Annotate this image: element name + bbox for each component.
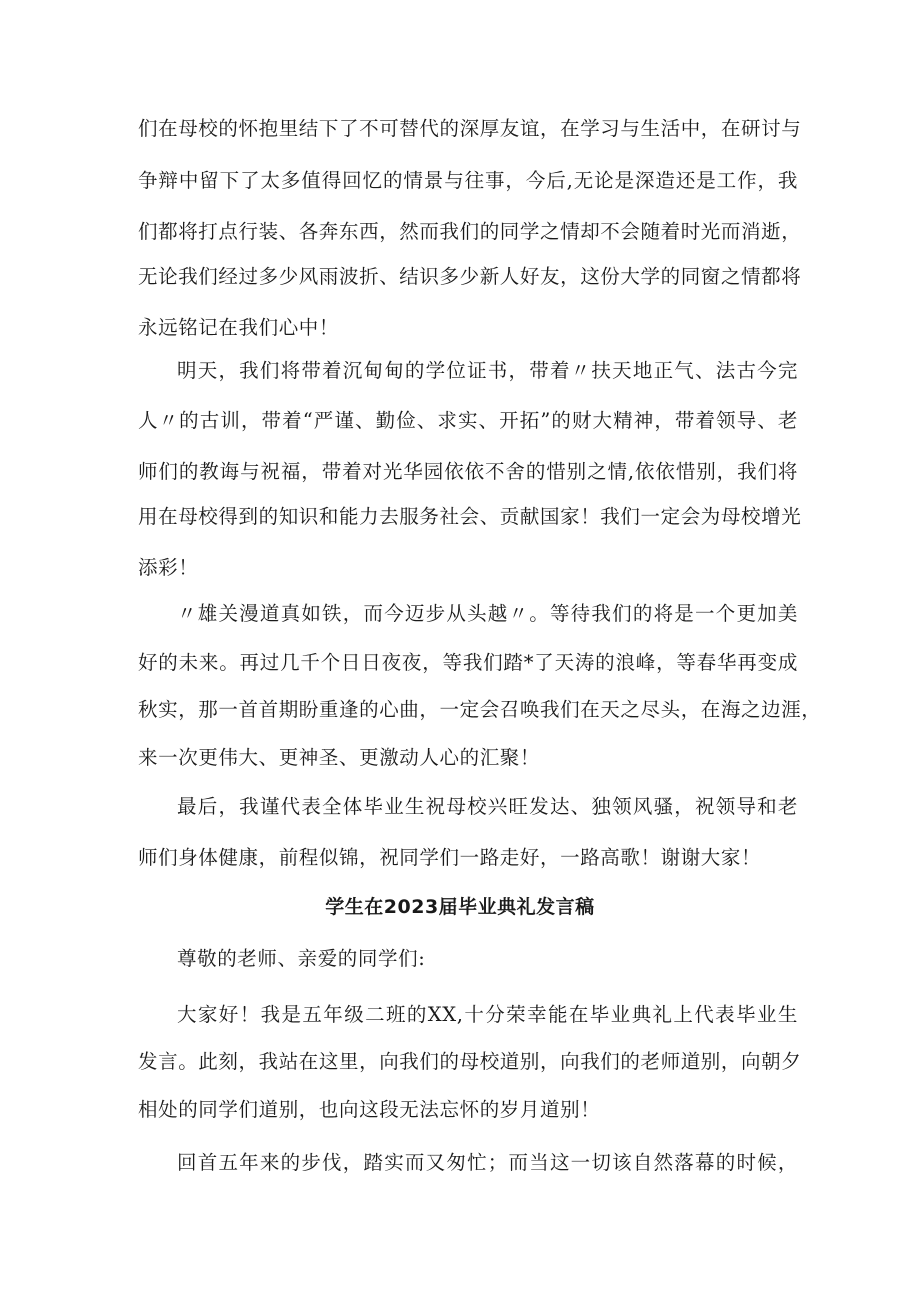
paragraph-line: 们都将打点行装、各奔东西，然而我们的同学之情却不会随着时光而消逝，: [138, 220, 802, 243]
paragraph-line: 秋实，那一首首期盼重逢的心曲，一定会召唤我们在天之尽头，在海之边涯，: [138, 698, 822, 721]
paragraph-line: 们在母校的怀抱里结下了不可替代的深厚友谊，在学习与生活中，在研讨与: [138, 117, 802, 140]
paragraph-line: 回首五年来的步伐，踏实而又匆忙；而当这一切该自然落幕的时候，: [177, 1151, 798, 1174]
paragraph-line: 永远铭记在我们心中！: [138, 316, 340, 339]
paragraph-line: 人〃的古训，带着“严谨、勤俭、求实、开拓”的财大精神，带着领导、老: [138, 409, 798, 432]
paragraph-line: 大家好！我是五年级二班的XX,十分荣幸能在毕业典礼上代表毕业生: [177, 1003, 798, 1026]
paragraph-line: 师们的教诲与祝福，带着对光华园依依不舍的惜别之情,依依惜别，我们将: [138, 460, 798, 483]
paragraph-line: 相处的同学们道别，也向这段无法忘怀的岁月道别！: [138, 1098, 601, 1121]
paragraph-line: 最后，我谨代表全体毕业生祝母校兴旺发达、独领风骚，祝领导和老: [177, 795, 798, 818]
paragraph-line: 〃雄关漫道真如铁，而今迈步从头越〃。等待我们的将是一个更加美: [177, 602, 798, 625]
paragraph-line: 师们身体健康，前程似锦，祝同学们一路走好，一路高歌！谢谢大家！: [138, 846, 762, 869]
paragraph-line: 发言。此刻，我站在这里，向我们的母校道别，向我们的老师道别，向朝夕: [138, 1050, 802, 1073]
paragraph-line: 无论我们经过多少风雨波折、结识多少新人好友，这份大学的同窗之情都将: [138, 265, 802, 288]
paragraph-line: 明天，我们将带着沉甸甸的学位证书，带着〃扶天地正气、法古今完: [177, 359, 798, 382]
salutation-line: 尊敬的老师、亲爱的同学们:: [177, 947, 426, 970]
paragraph-line: 用在母校得到的知识和能力去服务社会、贡献国家！我们一定会为母校增光: [138, 505, 802, 528]
paragraph-line: 争辩中留下了太多值得回忆的情景与往事，今后,无论是深造还是工作，我: [138, 169, 798, 192]
paragraph-line: 好的未来。再过几千个日日夜夜，等我们踏*了天涛的浪峰，等春华再变成: [138, 651, 798, 674]
paragraph-line: 来一次更伟大、更神圣、更激动人心的汇聚！: [138, 746, 541, 769]
paragraph-line: 添彩！: [138, 556, 199, 579]
section-title: 学生在2023届毕业典礼发言稿: [325, 896, 595, 918]
